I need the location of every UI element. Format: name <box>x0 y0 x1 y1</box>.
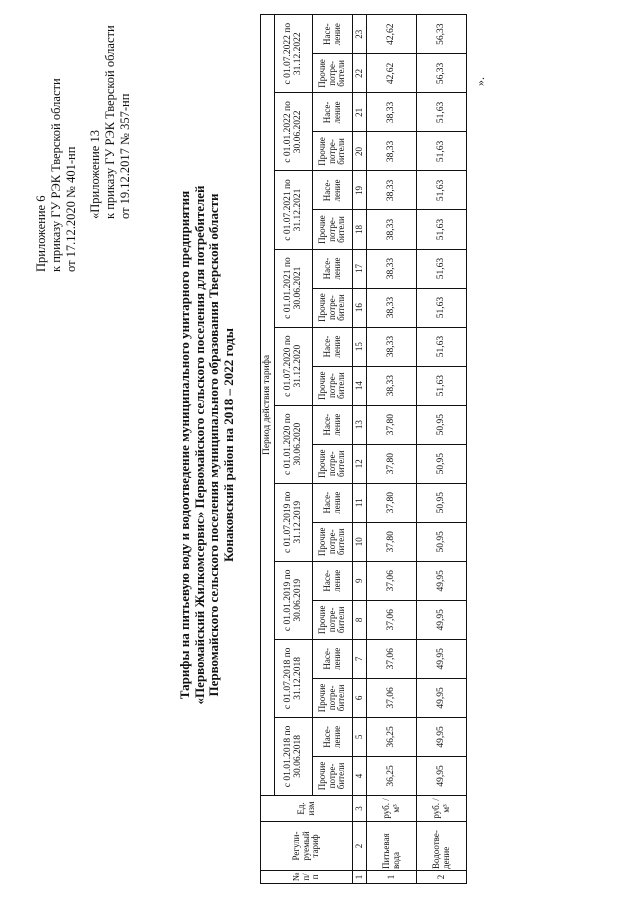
row-unit: руб. /м³ <box>367 795 417 821</box>
tariff-value: 50,95 <box>417 444 467 483</box>
original-appendix-header <box>88 19 133 219</box>
subheader-population: Насе-ление <box>313 483 353 522</box>
tariff-value: 56,33 <box>417 15 467 54</box>
subheader-row <box>313 15 353 884</box>
closing-quote: ». <box>473 77 487 86</box>
row-tariff-name: Водоотве-дение <box>417 821 467 870</box>
tariff-value: 49,95 <box>417 678 467 717</box>
tariff-value: 51,63 <box>417 249 467 288</box>
row-number: 1 <box>367 871 417 884</box>
tariff-value: 37,80 <box>367 405 417 444</box>
tariff-value: 38,33 <box>367 93 417 132</box>
tariff-value: 37,06 <box>367 600 417 639</box>
period-header: с 01.07.2020 по 31.12.2020 <box>275 327 313 405</box>
row-number: 2 <box>417 871 467 884</box>
title-line: Тарифы на питьевую воду и водоотведение муниципального унитарного предприятия <box>177 190 192 700</box>
tariff-value: 42,62 <box>367 54 417 93</box>
column-number: 12 <box>353 444 367 483</box>
period-header: с 01.07.2018 по 31.12.2018 <box>275 639 313 717</box>
period-row <box>275 15 313 884</box>
document-title <box>178 26 236 864</box>
subheader-other-consumers: Прочие потре-бители <box>313 756 353 795</box>
tariff-value: 38,33 <box>367 327 417 366</box>
tariff-value: 50,95 <box>417 522 467 561</box>
period-header: с 01.01.2022 по 30.06.2022 <box>275 93 313 171</box>
table-row <box>367 15 417 884</box>
subheader-population: Насе-ление <box>313 639 353 678</box>
tariff-value: 51,63 <box>417 210 467 249</box>
tariff-value: 51,63 <box>417 93 467 132</box>
period-header: с 01.07.2021 по 31.12.2021 <box>275 171 313 249</box>
tariff-value: 38,33 <box>367 366 417 405</box>
tariff-value: 49,95 <box>417 561 467 600</box>
column-number: 3 <box>353 795 367 821</box>
column-number: 4 <box>353 756 367 795</box>
column-number: 11 <box>353 483 367 522</box>
column-number: 18 <box>353 210 367 249</box>
subheader-other-consumers: Прочие потре-бители <box>313 600 353 639</box>
tariff-value: 51,63 <box>417 366 467 405</box>
tariff-value: 38,33 <box>367 132 417 171</box>
tariff-value: 49,95 <box>417 639 467 678</box>
subheader-other-consumers: Прочие потре-бители <box>313 54 353 93</box>
subheader-other-consumers: Прочие потре-бители <box>313 132 353 171</box>
table-row <box>417 15 467 884</box>
tariff-value: 42,62 <box>367 15 417 54</box>
column-number: 1 <box>353 871 367 884</box>
title-line: Конаковский район на 2018 – 2022 годы <box>220 328 236 562</box>
tariff-value: 37,06 <box>367 639 417 678</box>
column-number: 6 <box>353 678 367 717</box>
column-number: 8 <box>353 600 367 639</box>
column-number: 2 <box>353 821 367 870</box>
subheader-population: Насе-ление <box>313 249 353 288</box>
column-number: 19 <box>353 171 367 210</box>
title-line: «Первомайский Жилкомсервис» Первомайского сельского поселения для потребителей <box>191 185 207 705</box>
column-number: 14 <box>353 366 367 405</box>
column-number-row <box>353 15 367 884</box>
appendix-line-1: Приложение 6 <box>34 195 48 272</box>
subheader-population: Насе-ление <box>313 171 353 210</box>
col-header-tariff: Регули-руемый тариф <box>261 821 353 870</box>
column-number: 13 <box>353 405 367 444</box>
appendix-line-2: к приказу ГУ РЭК Тверской области <box>49 78 63 272</box>
subheader-population: Насе-ление <box>313 15 353 54</box>
tariff-value: 56,33 <box>417 54 467 93</box>
tariff-value: 37,06 <box>367 561 417 600</box>
tariff-table <box>260 14 467 884</box>
original-line-3: от 19.12.2017 № 357-нп <box>118 93 132 219</box>
column-number: 20 <box>353 132 367 171</box>
subheader-population: Насе-ление <box>313 561 353 600</box>
tariff-value: 38,33 <box>367 171 417 210</box>
tariff-value: 51,63 <box>417 132 467 171</box>
tariff-value: 49,95 <box>417 717 467 756</box>
tariff-value: 51,63 <box>417 327 467 366</box>
original-line-2: к приказу ГУ РЭК Тверской области <box>103 25 117 219</box>
appendix-header <box>34 22 79 272</box>
column-number: 7 <box>353 639 367 678</box>
subheader-other-consumers: Прочие потре-бители <box>313 288 353 327</box>
column-number: 22 <box>353 54 367 93</box>
tariff-value: 49,95 <box>417 600 467 639</box>
title-line: Первомайского сельского поселения муниципального образования Тверской области <box>206 193 221 697</box>
column-number: 10 <box>353 522 367 561</box>
column-number: 5 <box>353 717 367 756</box>
tariff-value: 37,80 <box>367 444 417 483</box>
column-number: 15 <box>353 327 367 366</box>
period-header: с 01.07.2022 по 31.12.2022 <box>275 15 313 93</box>
tariff-value: 36,25 <box>367 717 417 756</box>
period-header: с 01.01.2018 по 30.06.2018 <box>275 717 313 795</box>
subheader-population: Насе-ление <box>313 327 353 366</box>
column-number: 16 <box>353 288 367 327</box>
tariff-value: 50,95 <box>417 483 467 522</box>
tariff-value: 37,80 <box>367 522 417 561</box>
period-header: с 01.01.2020 по 30.06.2020 <box>275 405 313 483</box>
tariff-value: 49,95 <box>417 756 467 795</box>
row-tariff-name: Питьевая вода <box>367 821 417 870</box>
column-number: 21 <box>353 93 367 132</box>
tariff-value: 36,25 <box>367 756 417 795</box>
column-number: 9 <box>353 561 367 600</box>
column-number: 17 <box>353 249 367 288</box>
subheader-other-consumers: Прочие потре-бители <box>313 522 353 561</box>
col-header-period: Период действия тарифа <box>261 15 275 796</box>
subheader-other-consumers: Прочие потре-бители <box>313 678 353 717</box>
subheader-other-consumers: Прочие потре-бители <box>313 210 353 249</box>
column-number: 23 <box>353 15 367 54</box>
tariff-value: 38,33 <box>367 210 417 249</box>
subheader-population: Насе-ление <box>313 405 353 444</box>
tariff-value: 37,06 <box>367 678 417 717</box>
tariff-value: 50,95 <box>417 405 467 444</box>
subheader-other-consumers: Прочие потре-бители <box>313 366 353 405</box>
appendix-line-3: от 17.12.2020 № 401-нп <box>64 146 78 272</box>
tariff-value: 37,80 <box>367 483 417 522</box>
col-header-unit: Ед. изм <box>261 795 353 821</box>
col-header-number: № п/п <box>261 871 353 884</box>
original-line-1: «Приложение 13 <box>88 130 102 219</box>
tariff-value: 38,33 <box>367 249 417 288</box>
tariff-value: 51,63 <box>417 171 467 210</box>
subheader-population: Насе-ление <box>313 93 353 132</box>
period-header: с 01.07.2019 по 31.12.2019 <box>275 483 313 561</box>
tariff-value: 38,33 <box>367 288 417 327</box>
tariff-value: 51,63 <box>417 288 467 327</box>
header-row <box>261 15 275 884</box>
period-header: с 01.01.2021 по 30.06.2021 <box>275 249 313 327</box>
period-header: с 01.01.2019 по 30.06.2019 <box>275 561 313 639</box>
row-unit: руб. /м³ <box>417 795 467 821</box>
subheader-other-consumers: Прочие потре-бители <box>313 444 353 483</box>
subheader-population: Насе-ление <box>313 717 353 756</box>
